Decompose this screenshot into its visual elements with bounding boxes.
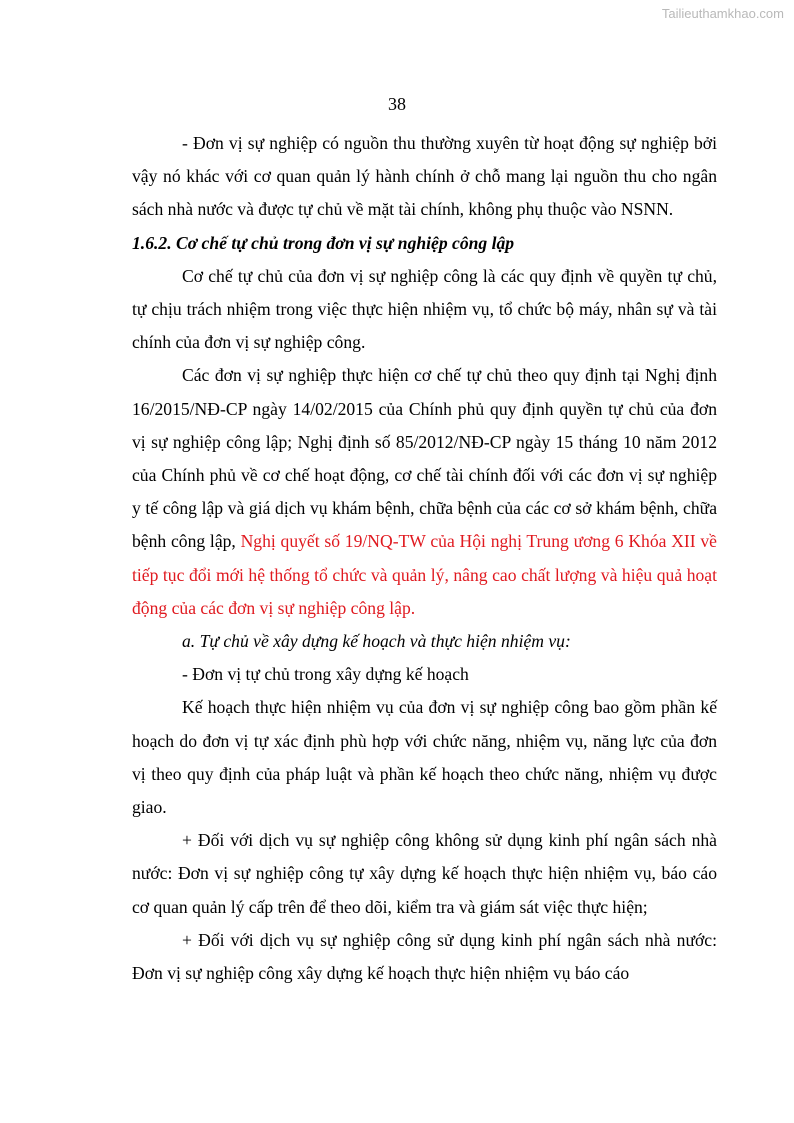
paragraph-plan-contents: Kế hoạch thực hiện nhiệm vụ của đơn vị sự nghiệp công bao gồm phần kế hoạch do đơn vị tự xác định phù hợp với chức năng, nhiệm vụ, năng lực của đơn vị theo quy định của pháp luật và phần kế hoạch theo chức năng, nhiệm vụ được giao. — [132, 697, 717, 818]
paragraph-autonomy-definition: Cơ chế tự chủ của đơn vị sự nghiệp công là các quy định về quyền tự chủ, tự chịu trách nhiệm trong việc thực hiện nhiệm vụ, tổ chức bộ máy, nhân sự và tài chính của đơn vị sự nghiệp công. — [132, 265, 717, 353]
paragraph-revenue-sources: - Đơn vị sự nghiệp có nguồn thu thường xuyên từ hoạt động sự nghiệp bởi vậy nó khác với cơ quan quản lý hành chính ở chỗ mang lại nguồn thu cho ngân sách nhà nước và được tự chủ về mặt tài chính, không phụ thuộc vào NSNN. — [132, 133, 717, 220]
document-body — [132, 127, 717, 990]
section-heading: 1.6.2. Cơ chế tự chủ trong đơn vị sự nghiệp công lập — [132, 232, 515, 253]
paragraph-budget-services: + Đối với dịch vụ sự nghiệp công sử dụng kinh phí ngân sách nhà nước: Đơn vị sự nghiệp công xây dựng kế hoạch thực hiện nhiệm vụ báo cáo — [132, 929, 717, 984]
subsection-heading: a. Tự chủ về xây dựng kế hoạch và thực hiện nhiệm vụ: — [182, 631, 571, 652]
watermark-text: Tailieuthamkhao.com — [661, 6, 784, 21]
legal-basis-text: Các đơn vị sự nghiệp thực hiện cơ chế tự chủ theo quy định tại Nghị định 16/2015/NĐ-CP ngày 14/02/2015 của Chính phủ quy định quyền tự chủ của đơn vị sự nghiệp công lập; Nghị định số 85/2012/NĐ-CP ngày 15 tháng 10 năm 2012 của Chính phủ về cơ chế hoạt động, cơ chế tài chính đối với các đơn vị sự nghiệp y tế công lập và giá dịch vụ khám bệnh, chữa bệnh của các cơ sở khám bệnh, chữa bệnh công lập, — [132, 365, 717, 552]
highlighted-resolution-text: Nghị quyết số 19/NQ-TW của Hội nghị Trung ương 6 Khóa XII về tiếp tục đổi mới hệ thống tổ chức và quản lý, nâng cao chất lượng và hiệu quả hoạt động của các đơn vị sự nghiệp công lập. — [132, 531, 717, 618]
paragraph-legal-basis — [132, 359, 717, 625]
paragraph-non-budget-services: + Đối với dịch vụ sự nghiệp công không sử dụng kinh phí ngân sách nhà nước: Đơn vị sự nghiệp công tự xây dựng kế hoạch thực hiện nhiệm vụ, báo cáo cơ quan quản lý cấp trên để theo dõi, kiểm tra và giám sát việc thực hiện; — [132, 830, 717, 917]
paragraph-planning-autonomy: - Đơn vị tự chủ trong xây dựng kế hoạch — [182, 664, 469, 685]
page-number: 38 — [388, 94, 406, 114]
